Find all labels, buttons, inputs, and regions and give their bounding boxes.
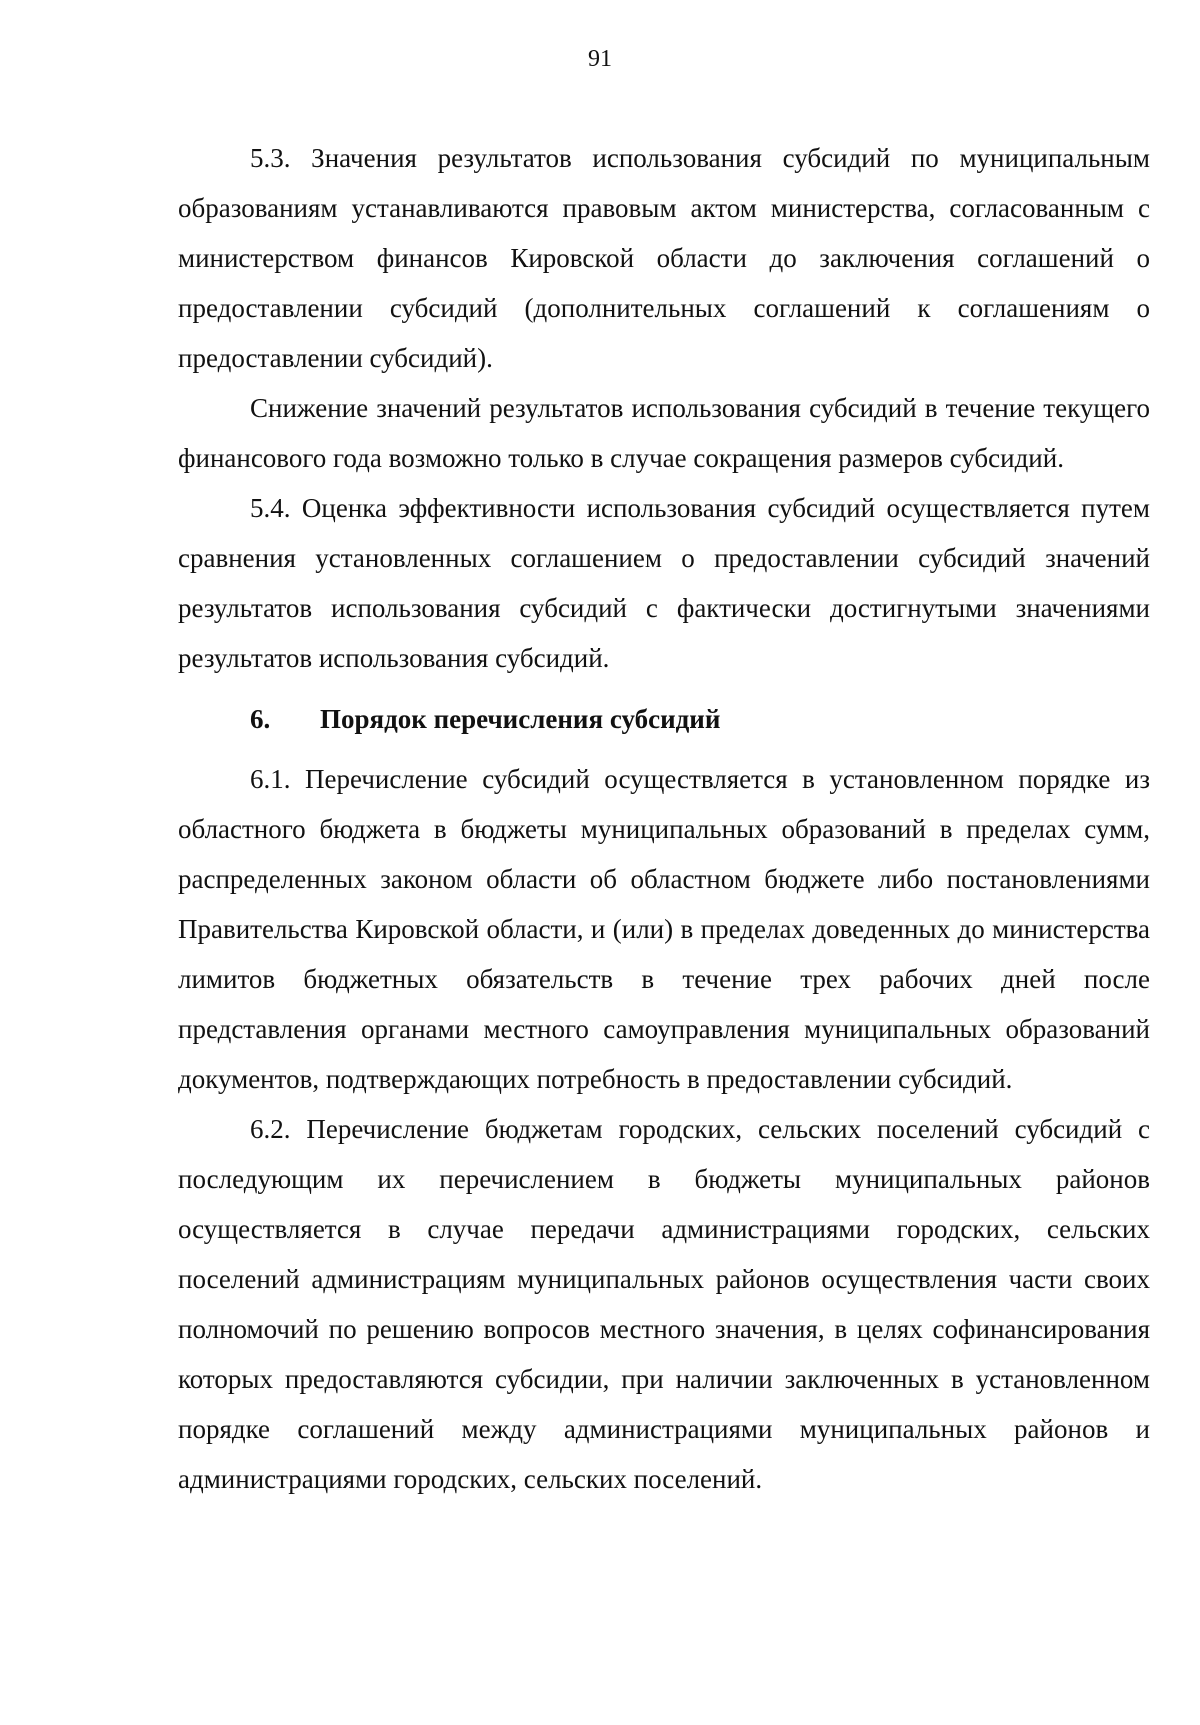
paragraph-5-3: 5.3. Значения результатов использования субсидий по муниципальным образованиям устанавливаются правовым актом министерства, согласованным с министерством финансов Кировской области до заключения соглашений о предоставлении субсидий (дополнительных соглашений к соглашениям о предоставлении субсидий).	[178, 143, 1150, 373]
section-number: 6.	[250, 704, 271, 734]
section-heading	[178, 694, 1150, 744]
paragraph-5-4: 5.4. Оценка эффективности использования субсидий осуществляется путем сравнения установленных соглашением о предоставлении субсидий значений результатов использования субсидий с фактически достигнутыми значениями результатов использования субсидий.	[178, 493, 1150, 673]
document-body	[178, 133, 1150, 1504]
paragraph-reduction: Снижение значений результатов использования субсидий в течение текущего финансового года возможно только в случае сокращения размеров субсидий.	[178, 393, 1150, 473]
paragraph-6-2: 6.2. Перечисление бюджетам городских, сельских поселений субсидий с последующим их перечислением в бюджеты муниципальных районов осуществляется в случае передачи администрациями городских, сельских поселений администрациям муниципальных районов осуществления части своих полномочий по решению вопросов местного значения, в целях софинансирования которых предоставляются субсидии, при наличии заключенных в установленном порядке соглашений между администрациями муниципальных районов и администрациями городских, сельских поселений.	[178, 1114, 1150, 1494]
page-number: 91	[588, 46, 612, 72]
section-title: Порядок перечисления субсидий	[320, 704, 721, 734]
paragraph-6-1: 6.1. Перечисление субсидий осуществляется в установленном порядке из областного бюджета в бюджеты муниципальных образований в пределах сумм, распределенных законом области об областном бюджете либо постановлениями Правительства Кировской области, и (или) в пределах доведенных до министерства лимитов бюджетных обязательств в течение трех рабочих дней после представления органами местного самоуправления муниципальных образований документов, подтверждающих потребность в предоставлении субсидий.	[178, 764, 1150, 1094]
